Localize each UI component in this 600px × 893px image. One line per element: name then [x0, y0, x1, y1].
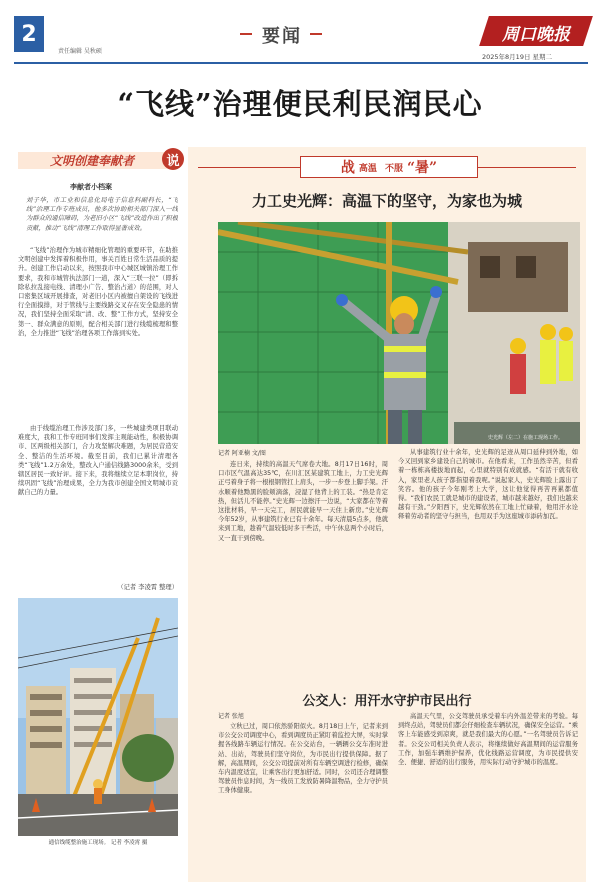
issue-date: 2025年8月19日 星期二	[482, 53, 553, 61]
section-divider-right	[310, 33, 322, 35]
editors-credit: 责任编辑 吴秋硕	[58, 48, 102, 55]
column-photo-caption: 通信线缆整治施工现场。 记者 李凌霄 摄	[48, 840, 148, 846]
header-rule	[14, 62, 588, 64]
story2-author: 记者 张旭	[218, 713, 244, 720]
banner-word-1: 战	[340, 160, 355, 176]
page-headline: “飞线”治理便民利民润民心	[117, 87, 483, 121]
page-number: 2	[14, 16, 44, 52]
story1-author: 记者 阿亚楠 文/图	[218, 450, 266, 457]
story1-body-right: 从事建筑行业十余年，史光辉的足迹从周口延伸到外地，如今又回到家乡建设自己的城市。在他看来，工作虽然辛苦，但看着一栋栋高楼拔地而起，心里就特别有成就感。“有活干就有收入，家里老人孩子都指望着我呢。”说起家人，史光辉脸上露出了笑容。他的孩子今年刚考上大学，这让他觉得再苦再累都值得。“我们农民工就是城市的建设者，城市越来越好，我们也越来越有干劲。”夕阳西下，史光辉依然在工地上忙碌着，他用汗水诠释着劳动者的坚守与担当，也用双手为这座城市添砖加瓦。	[398, 449, 578, 521]
banner-word-3: 不服	[384, 163, 403, 174]
story2-body-right: 高温天气里，公交驾驶员承受着车内外温差带来的考验。每到终点站，驾驶员们都会仔细检查车辆状况，确保安全运营。“乘客上车能感受到凉爽，就是我们最大的心愿。”一名驾驶员告诉记者。公交公司相关负责人表示，将继续做好高温期间的运营服务工作，加强车辆维护保养，优化线路运营调度，为市民提供安全、便捷、舒适的出行服务，用实际行动守护城市的温度。	[398, 713, 578, 767]
banner-word-2: 高温	[358, 163, 377, 174]
column-body-2: 由于线缆治理工作涉及部门多，一些城建类项目联动难度大，我和工作专班同事们发挥主观能动性，积极协调市、区两级相关部门，合力攻坚解决难题，为居民营造安全、整洁的生活环境。截至目前，我们已累计清理各类“飞线”1.2万余处，整改入户通信线路3000余米，受到辖区居民一致好评。接下来，我将继续立足本职岗位，持续巩固“飞线”治理成果，全力为我市创建全国文明城市贡献自己的力量。	[18, 425, 178, 497]
section-title: 要闻	[262, 26, 302, 47]
banner-word-4: “暑”	[406, 160, 438, 176]
newspaper-logo: 周口晚报	[502, 25, 570, 45]
feature-banner	[300, 156, 478, 178]
column-byline: （记者 李凌霄 整理）	[117, 584, 178, 591]
section-divider-left	[240, 33, 252, 35]
speech-bubble-icon: 说	[162, 148, 184, 170]
worker-photo	[218, 222, 580, 444]
story1-title: 力工史光辉：高温下的坚守，为家也为城	[251, 192, 522, 210]
story2-title: 公交人：用汗水守护市民出行	[302, 694, 472, 709]
story1-body-left: 连日来，持续的高温天气席卷大地。8月17日16时，周口市区气温高达35℃，在川汇区某建筑工地上，力工史光辉正弓着身子将一根根钢管扛上肩头，一步一步登上脚手架。汗水顺着他黝黑的脸颊滴落，浸湿了他背上的工装。“热是肯定热，但活儿不能停。”史光辉一边擦汗一边说，“大家都在等着这批材料，早一天完工，居民就能早一天住上新房。”史光辉今年52岁，从事建筑行业已有十余年。每天清晨5点多，他就来到工地，趁着气温较低时多干些活，中午休息两个小时后，又一直干到傍晚。	[218, 461, 388, 542]
column-body-1: “飞线”治理作为城市精细化管理的重要环节，在助推文明创建中发挥着积极作用，事关百姓日常生活品质的提升。创建工作启动以来，按照我市中心城区城镇治理工作要求，我和市城管执法部门一道，深入“三联一拉”（即拆除私拉乱接电线、清理小广告、整治占道）的范围，对人口密集区域开展排查，对老旧小区内被擅自架设的飞线进行全面摸排，对于管线与主要线路交叉存在安全隐患的情况，我们坚持全面采取“清、改、整”工作方式，坚持安全第一、群众满意的原则，配合相关部门进行线缆梳理和整治，全力推进“飞线”治理各项工作落到实处。	[18, 247, 178, 337]
column-author: 李献者小档案	[70, 183, 112, 191]
worker-photo-caption: 史光辉（左二）在施工现场工作。	[488, 435, 564, 441]
column-label: 文明创建奉献者	[50, 154, 135, 168]
column-intro: 刘子华，市工业和信息化局电子信息科副科长，“飞线”治理工作专班成员，他多次协助相关部门深入一线为群众的通信障碍，为老旧小区“飞线”改造作出了积极贡献，推动“飞线”清理工作取得显著成效。	[26, 197, 178, 232]
story2-body-left: 立秋已过，周口依然骄阳似火。8月18日上午，记者来到市公交公司调度中心，看到调度员正紧盯着监控大屏，实时掌握各线路车辆运行情况。在公交站台，一辆辆公交车准时进站、出站，驾驶员们坚守岗位，为市民出行提供保障。据了解，高温期间，公交公司提前对所有车辆空调进行检修，确保车内温度适宜，让乘客出行更加舒适。同时，公司还合理调整驾驶员作息时间，为一线员工发放防暑降温物品，全力守护员工身体健康。	[218, 723, 388, 795]
cable-work-photo	[18, 598, 178, 836]
